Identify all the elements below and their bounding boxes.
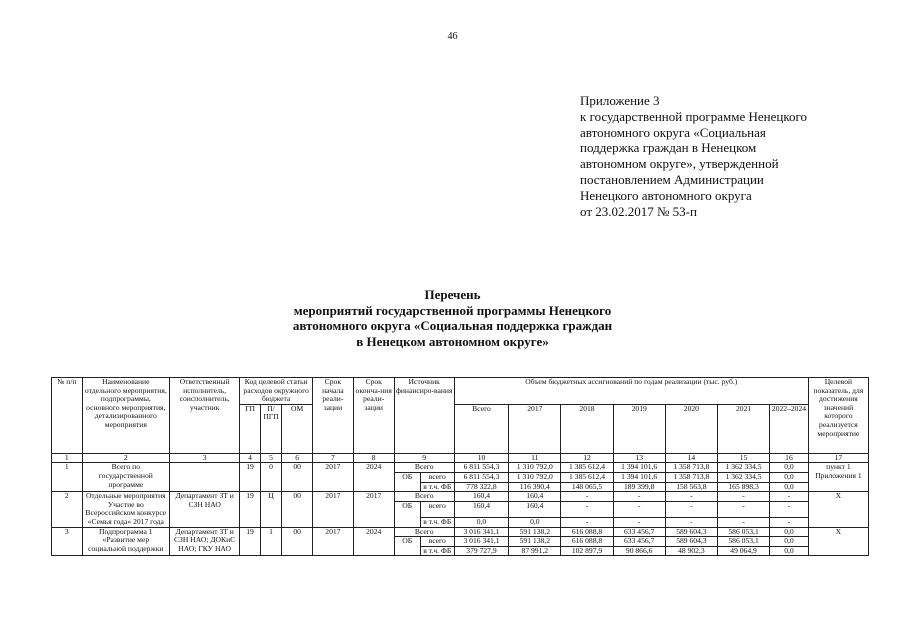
header-gp: ГП: [240, 404, 260, 453]
fin-value: -: [561, 517, 613, 527]
fin-value: 633 456,7: [613, 537, 665, 547]
appendix-block: [580, 93, 807, 219]
header-target: Целевой показатель, для достижения значений которого реализуется мероприятие: [808, 378, 868, 454]
col-number: 16: [770, 453, 809, 463]
header-source: Источник финансиро-вания: [394, 378, 454, 454]
row-num: 2: [52, 492, 83, 527]
fin-value: 633 456,7: [613, 527, 665, 537]
appendix-line: Ненецкого автономного округа: [580, 187, 752, 203]
fin-sublabel: в т.ч. ФБ: [420, 546, 454, 556]
row-start: 2017: [312, 527, 353, 556]
row-executor: Департамент ЗТ и СЗН НАО: [169, 492, 239, 527]
fin-value: 1 362 334,5: [717, 463, 769, 473]
fin-value: 591 138,2: [509, 537, 561, 547]
fin-value: -: [770, 501, 809, 517]
fin-label: Всего: [394, 492, 454, 502]
row-name: Подпрограмма 1 «Развитие мер социальной поддержки: [82, 527, 169, 556]
title-line: мероприятий государственной программы Ненецкого: [293, 302, 612, 318]
fin-value: 0,0: [454, 517, 508, 527]
appendix-line: автономном округе», утвержденной: [580, 156, 779, 172]
fin-value: -: [561, 492, 613, 502]
col-number: 8: [353, 453, 394, 463]
fin-value: 6 811 554,3: [454, 463, 508, 473]
col-number: 15: [717, 453, 769, 463]
table-row: [52, 463, 869, 473]
fin-value: 48 902,3: [665, 546, 717, 556]
row-executor: Департамент ЗТ и СЗН НАО; ДОКиС НАО; ГКУ НАО: [169, 527, 239, 556]
header-year: 2018: [561, 404, 613, 453]
fin-value: 158 563,8: [665, 482, 717, 492]
row-ppgp: Ц: [260, 492, 282, 527]
header-year: 2021: [717, 404, 769, 453]
fin-label: ОБ: [394, 537, 420, 556]
fin-value: -: [665, 517, 717, 527]
fin-value: 6 811 554,3: [454, 472, 508, 482]
fin-value: 160,4: [509, 492, 561, 502]
fin-value: 1 385 612,4: [561, 472, 613, 482]
row-gp: 19: [240, 492, 260, 527]
fin-value: 49 064,9: [717, 546, 769, 556]
col-number: 5: [260, 453, 282, 463]
header-num: № п/п: [52, 378, 83, 454]
fin-value: 0,0: [770, 463, 809, 473]
fin-value: 0,0: [770, 546, 809, 556]
fin-sublabel: всего: [420, 537, 454, 547]
fin-sublabel: всего: [420, 472, 454, 482]
fin-value: 160,4: [454, 501, 508, 517]
fin-value: -: [717, 501, 769, 517]
col-number: 3: [169, 453, 239, 463]
header-om: ОМ: [282, 404, 313, 453]
page-number: 46: [447, 31, 458, 42]
header-name: Наименование отдельного мероприятия, подпрограммы, основного мероприятия, детализированного мероприятия: [82, 378, 169, 454]
row-start: 2017: [312, 492, 353, 527]
fin-value: 0,0: [770, 472, 809, 482]
fin-label: ОБ: [394, 501, 420, 527]
row-om: 00: [282, 492, 313, 527]
fin-value: 1 358 713,8: [665, 463, 717, 473]
fin-value: 379 727,9: [454, 546, 508, 556]
fin-value: 778 322,8: [454, 482, 508, 492]
row-end: 2024: [353, 527, 394, 556]
fin-value: -: [717, 517, 769, 527]
header-year: 2022–2024: [770, 404, 809, 453]
row-om: 00: [282, 527, 313, 556]
row-executor: [169, 463, 239, 492]
col-number: 4: [240, 453, 260, 463]
fin-value: -: [613, 492, 665, 502]
fin-value: 87 991,2: [509, 546, 561, 556]
fin-value: 90 866,6: [613, 546, 665, 556]
fin-value: 0,0: [509, 517, 561, 527]
col-number: 9: [394, 453, 454, 463]
fin-sublabel: всего: [420, 501, 454, 517]
fin-value: 0,0: [770, 527, 809, 537]
fin-sublabel: в т.ч. ФБ: [420, 517, 454, 527]
col-number: 13: [613, 453, 665, 463]
row-om: 00: [282, 463, 313, 492]
row-start: 2017: [312, 463, 353, 492]
fin-value: 589 604,3: [665, 537, 717, 547]
fin-value: -: [770, 492, 809, 502]
fin-value: 0,0: [770, 537, 809, 547]
row-num: 3: [52, 527, 83, 556]
fin-value: 1 394 101,6: [613, 472, 665, 482]
fin-value: 189 399,8: [613, 482, 665, 492]
header-code: Код целевой статьи расходов окружного бюджета: [240, 378, 313, 405]
col-number: 12: [561, 453, 613, 463]
fin-value: -: [717, 492, 769, 502]
fin-value: -: [561, 501, 613, 517]
header-ppgp: П/ПГП: [260, 404, 282, 453]
fin-value: 148 065,5: [561, 482, 613, 492]
fin-value: 3 016 341,1: [454, 527, 508, 537]
appendix-line: постановлением Администрации: [580, 171, 764, 187]
row-gp: 19: [240, 527, 260, 556]
row-end: 2017: [353, 492, 394, 527]
col-number: 11: [509, 453, 561, 463]
appendix-line: к государственной программе Ненецкого: [580, 108, 808, 124]
col-number: 14: [665, 453, 717, 463]
appendix-line: автономного округа «Социальная: [580, 124, 766, 140]
fin-label: ОБ: [394, 472, 420, 491]
table-row: [52, 492, 869, 502]
row-name: Всего по государственной программе: [82, 463, 169, 492]
row-name: Отдельные мероприятия Участие во Всероссийском конкурсе «Семья года» 2017 года: [82, 492, 169, 527]
header-year: 2017: [509, 404, 561, 453]
fin-value: -: [770, 517, 809, 527]
row-target: Х: [808, 527, 868, 556]
fin-value: 591 138,2: [509, 527, 561, 537]
fin-value: 586 053,1: [717, 527, 769, 537]
fin-value: 1 362 334,5: [717, 472, 769, 482]
column-number-row: [52, 453, 869, 463]
header-end: Срок оконча-ния реали-зации: [353, 378, 394, 454]
fin-value: -: [665, 501, 717, 517]
col-number: 2: [82, 453, 169, 463]
row-target: пункт 1 Приложения 1: [808, 463, 868, 492]
title-line: Перечень: [424, 287, 481, 302]
col-number: 10: [454, 453, 508, 463]
header-year: 2019: [613, 404, 665, 453]
header-year: 2020: [665, 404, 717, 453]
fin-value: 616 088,8: [561, 537, 613, 547]
col-number: 1: [52, 453, 83, 463]
fin-value: -: [665, 492, 717, 502]
fin-value: 1 385 612,4: [561, 463, 613, 473]
title-line: в Ненецком автономном округе»: [356, 333, 549, 349]
header-volume: Объем бюджетных ассигнований по годам реализации (тыс. руб.): [454, 378, 808, 405]
fin-value: 160,4: [454, 492, 508, 502]
fin-value: 1 358 713,8: [665, 472, 717, 482]
fin-value: -: [613, 501, 665, 517]
fin-value: 586 053,1: [717, 537, 769, 547]
row-ppgp: 0: [260, 463, 282, 492]
fin-value: 1 394 101,6: [613, 463, 665, 473]
header-executor: Ответственный исполнитель, соисполнитель, участник: [169, 378, 239, 454]
fin-value: 1 310 792,0: [509, 463, 561, 473]
row-num: 1: [52, 463, 83, 492]
fin-value: 160,4: [509, 501, 561, 517]
col-number: 17: [808, 453, 868, 463]
fin-label: Всего: [394, 527, 454, 537]
fin-value: 589 604,3: [665, 527, 717, 537]
fin-value: 116 390,4: [509, 482, 561, 492]
header-total: Всего: [454, 404, 508, 453]
col-number: 7: [312, 453, 353, 463]
appendix-line: поддержка граждан в Ненецком: [580, 140, 757, 156]
title-line: автономного округа «Социальная поддержка граждан: [292, 318, 613, 333]
table-row: [52, 527, 869, 537]
appendix-line: от 23.02.2017 № 53-п: [580, 203, 697, 219]
header-start: Срок начала реали-зации: [312, 378, 353, 454]
fin-value: -: [613, 517, 665, 527]
row-target: Х: [808, 492, 868, 527]
row-gp: 19: [240, 463, 260, 492]
fin-sublabel: в т.ч. ФБ: [420, 482, 454, 492]
document-title: [0, 287, 905, 349]
fin-label: Всего: [394, 463, 454, 473]
row-end: 2024: [353, 463, 394, 492]
fin-value: 616 088,8: [561, 527, 613, 537]
table-header-row: [52, 378, 869, 405]
fin-value: 3 016 341,1: [454, 537, 508, 547]
program-measures-table: [51, 377, 869, 556]
fin-value: 102 897,9: [561, 546, 613, 556]
row-ppgp: 1: [260, 527, 282, 556]
fin-value: 0,0: [770, 482, 809, 492]
fin-value: 1 310 792,0: [509, 472, 561, 482]
fin-value: 165 898,3: [717, 482, 769, 492]
appendix-line: Приложение 3: [580, 93, 660, 108]
col-number: 6: [282, 453, 313, 463]
